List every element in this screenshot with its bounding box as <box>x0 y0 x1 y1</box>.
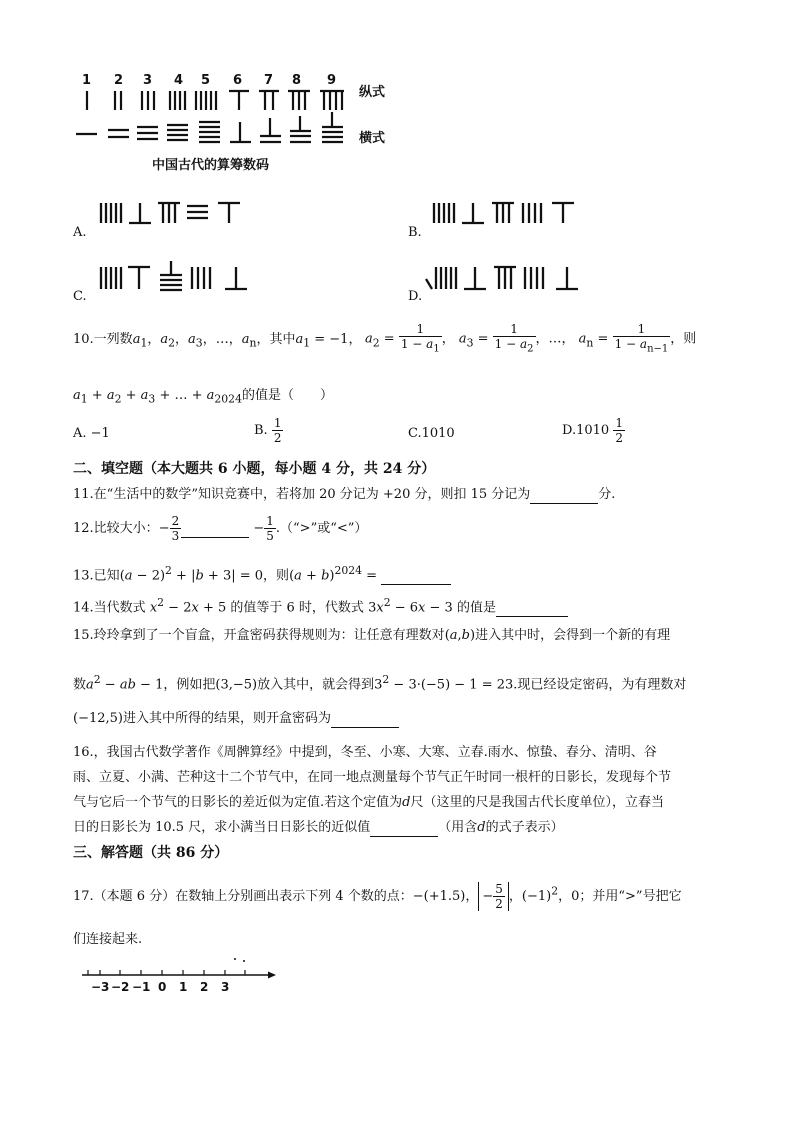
rod-table-caption: 中国古代的算筹数码 <box>152 158 270 173</box>
q10-option-c: C.1010 <box>408 426 455 441</box>
q14: 14.当代数式 $x^2 - 2x + 5$ 的值等于 6 时，代数式 $3x^2 - 6x - 3$ 的值是 <box>73 595 568 617</box>
fraction: $\frac{2}{3}$ <box>171 514 180 543</box>
q17-line-1: 17.（本题 6 分）在数轴上分别画出表示下列 4 个数的点：−(+1.5)， − $\frac{5}{2}$ ，$(-1)^2$，0；并用“>”号把它 <box>73 882 682 911</box>
rod-number: 5 <box>201 73 211 88</box>
q9-option-c-label: C. <box>73 289 87 304</box>
rod-number: 8 <box>292 73 302 88</box>
tick-label: 2 <box>200 980 209 994</box>
fraction: $\frac{1}{2}$ <box>273 416 282 445</box>
rod-numerals-graphic <box>0 0 794 200</box>
q9-option-a-label: A. <box>73 225 87 240</box>
answer-blank <box>381 568 451 585</box>
number-line-ticks <box>0 979 300 995</box>
fraction: $\frac{1}{5}$ <box>266 514 274 543</box>
row-label-horizontal: 横式 <box>359 131 386 146</box>
answer-blank <box>530 487 598 504</box>
fraction: $\frac{1}{2}$ <box>615 416 623 445</box>
q12: 12.比较大小：− $\frac{2}{3}$ − $\frac{1}{5}$ .（“>”或“<”） <box>73 514 368 543</box>
row-label-vertical: 纵式 <box>359 85 386 100</box>
tick-label: 1 <box>179 980 188 994</box>
q10-sum-expression: $a_1 + a_2 + a_3$ + … + $a_{2024}$的值是（ ） <box>73 388 333 406</box>
answer-blank <box>331 711 399 728</box>
tick-label: −1 <box>132 980 151 994</box>
q16-line-1: 16.，我国古代数学著作《周髀算经》中提到，冬至、小寒、大寒、立春.雨水、惊蛰、春分、清明、谷 <box>73 745 657 760</box>
answer-blank <box>496 600 568 617</box>
answer-blank <box>370 820 438 837</box>
q11: 11.在“生活中的数学”知识竞赛中，若将加 20 分记为 +20 分，则扣 15 分记为 分. <box>73 487 616 502</box>
q15-line-1: 15.玲玲拿到了一个盲盒，开盒密码获得规则为：让任意有理数对(a,b)进入其中时，会得到一个新的有理 <box>73 628 671 643</box>
rod-number: 4 <box>174 73 184 88</box>
tick-label: 3 <box>221 980 230 994</box>
q17-line-2: 们连接起来. <box>73 932 143 947</box>
q15-line-2: 数$a^2$ − ab − 1，例如把(3,−5)放入其中，就会得到$3^2 - 3\cdot(-5) - 1 = 23$.现已经设定密码，为有理数对 <box>73 673 687 693</box>
rod-number: 6 <box>233 73 243 88</box>
q13: 13.已知$(a - 2)^2 + |b + 3| = 0$，则$(a + b)^{2024}$ = <box>73 563 451 585</box>
q16-line-3: 气与它后一个节气的日影长的差近似为定值.若这个定值为d尺（这里的尺是我国古代长度单位），立春当 <box>73 795 664 810</box>
rod-number: 2 <box>114 73 124 88</box>
q15-line-3: (−12,5)进入其中所得的结果，则开盒密码为 <box>73 711 399 728</box>
q9-option-b-label: B. <box>408 225 422 240</box>
q16-line-4: 日的日影长为 10.5 尺，求小满当日日影长的近似值 （用含d的式子表示） <box>73 820 564 835</box>
q9-rod-options-graphic <box>0 195 794 305</box>
rod-number: 9 <box>327 73 337 88</box>
answer-blank <box>181 521 249 538</box>
fraction: $\frac{1}{1 - a_1}$ <box>400 322 440 355</box>
q16-line-2: 雨、立夏、小满、芒种这十二个节气中，在同一地点测量每个节气正午时同一根杆的日影长，发现每个节 <box>73 770 672 785</box>
rod-number: 7 <box>264 73 274 88</box>
rod-number: 1 <box>82 73 92 88</box>
tick-label: −3 <box>91 980 110 994</box>
tick-label: −2 <box>111 980 130 994</box>
q10-recurrence: $a_2$ = $\frac{1}{1 - a_1}$ ， $a_3$ = $\frac{1}{1 - a_2}$ ，…， $a_n$ = $\frac{1}{1 - a_{n-1}}$ ，则 <box>365 322 697 355</box>
fraction: $\frac{5}{2}$ <box>495 882 503 911</box>
rod-number: 3 <box>143 73 153 88</box>
section-2-title: 二、填空题（本大题共 6 小题，每小题 4 分，共 24 分） <box>73 461 436 477</box>
q10-stem: 10.一列数$a_1$，$a_2$，$a_3$，…，$a_n$，其中$a_1 = -1$， <box>73 332 362 350</box>
fraction: $\frac{1}{1 - a_2}$ <box>494 322 534 355</box>
q10-option-b: B. $\frac{1}{2}$ <box>254 416 282 445</box>
q10-option-d: D.1010 $\frac{1}{2}$ <box>562 416 623 445</box>
q9-option-d-label: D. <box>408 289 423 304</box>
q10-option-a: A. −1 <box>73 426 110 441</box>
section-3-title: 三、解答题（共 86 分） <box>73 845 229 861</box>
tick-label: 0 <box>158 980 167 994</box>
fraction: $\frac{1}{1 - a_{n-1}}$ <box>614 322 669 355</box>
